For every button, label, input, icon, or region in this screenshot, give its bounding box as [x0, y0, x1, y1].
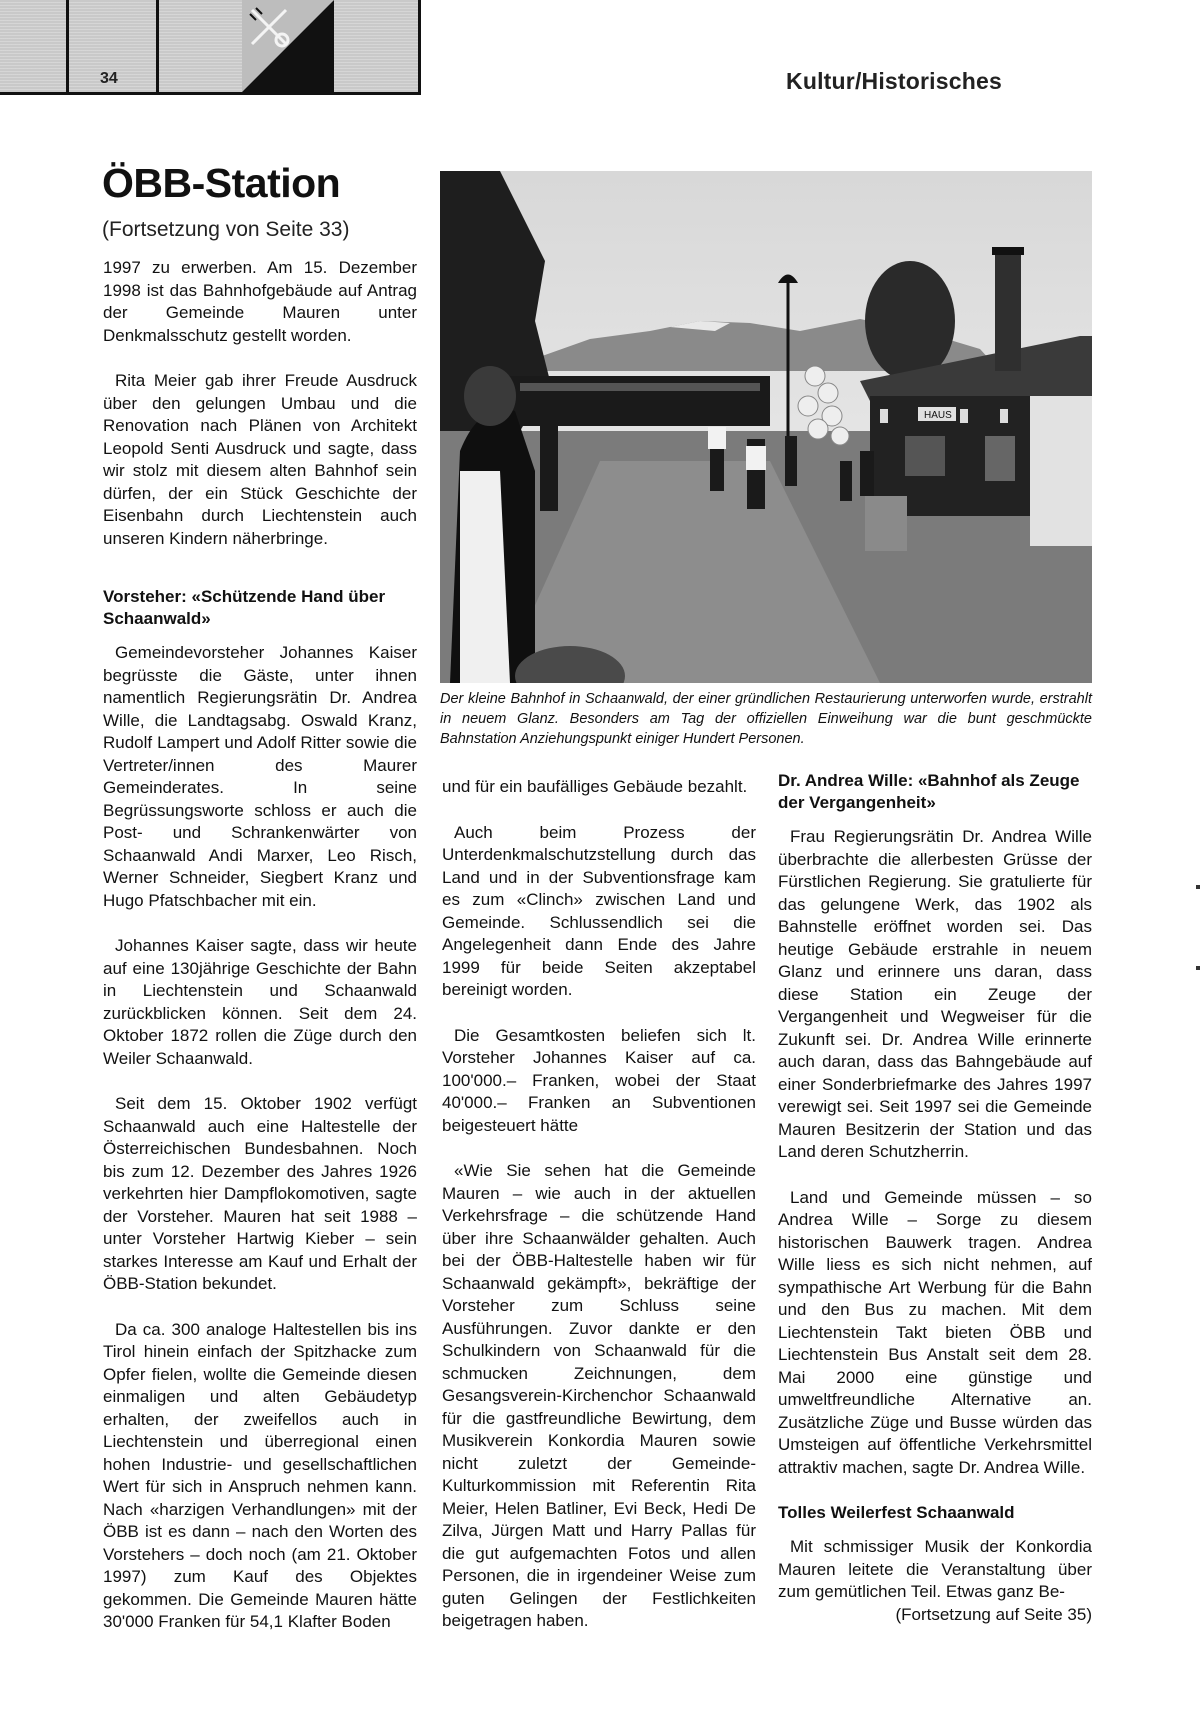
text-column-1 [103, 257, 417, 1657]
section-title: Kultur/Historisches [786, 68, 1002, 94]
paragraph: Frau Regierungsrätin Dr. Andrea Wille überbrachte die allerbesten Grüsse der Fürstlichen Regierung. Sie gratulierte für das gelungene Werk, das 1902 als Bahnstelle eröffnet worden sei. Das heutige Gebäude erstrahle in neuem Glanz und erinnere uns daran, dass diese Station ein Zeuge der Vergangenheit und Wegweiser für die Zukunft sei. Dr. Andrea Wille erinnerte auch daran, dass das Bahngebäude auf einer Sonderbriefmarke des Jahres 1997 verewigt sei. Seit 1997 sei die Gemeinde Mauren Besitzerin der Station und das Land deren Schutzherrin. [778, 827, 1092, 1161]
subheading: Tolles Weilerfest Schaanwald [778, 1503, 1015, 1522]
article-title: ÖBB-Station [102, 160, 341, 206]
page-number: 34 [100, 70, 118, 87]
edge-mark [1196, 885, 1200, 889]
text-column-2 [442, 776, 756, 1656]
text-column-3 [778, 770, 1092, 1626]
edge-mark [1196, 966, 1200, 970]
paragraph: Johannes Kaiser sagte, dass wir heute auf eine 130jährige Geschichte der Bahn in Liechtenstein und Schaanwald zurückblicken können. Seit dem 24. Oktober 1872 rollen die Züge durch den Weiler Schaanwald. [103, 936, 417, 1068]
subheading: Vorsteher: «Schützende Hand über Schaanwald» [103, 587, 386, 628]
paragraph: 1997 zu erwerben. Am 15. Dezember 1998 ist das Bahnhofgebäude auf Antrag der Gemeinde Mauren unter Denkmalsschutz gestellt worden. [103, 258, 417, 345]
header-rule [0, 92, 420, 95]
crossed-tools-icon [242, 0, 334, 92]
paragraph: und für ein baufälliges Gebäude bezahlt. [442, 777, 748, 796]
paragraph: Seit dem 15. Oktober 1902 verfügt Schaanwald auch eine Haltestelle der Österreichischen Bundesbahnen. Noch bis zum 12. Dezember des Jahres 1926 verkehrten hier Dampflokomotiven, sagte der Vorsteher. Mauren hat seit 1988 – unter Vorsteher Hartwig Kieber – sein starkes Interesse am Kauf und Erhalt der ÖBB-Station bekundet. [103, 1094, 417, 1293]
header-divider [66, 0, 69, 95]
station-sign: HAUS [924, 410, 952, 421]
paragraph: Land und Gemeinde müssen – so Andrea Wille – Sorge zu diesem historischen Bauwerk tragen. Andrea Wille liess es sich nicht nehmen, auf sympathische Art Werbung für die Bahn und den Bus zu machen. Mit dem Liechtenstein Takt bieten ÖBB und Liechtenstein Bus Anstalt seit dem 28. Mai 2000 eine günstige und umweltfreundliche Alternative an. Zusätzliche Züge und Busse würden das Umsteigen auf öffentliche Verkehrsmittel attraktiv machen, sagte Dr. Andrea Wille. [778, 1187, 1092, 1477]
paragraph: Rita Meier gab ihrer Freude Ausdruck über den gelungen Umbau und die Renovation nach Plänen von Architekt Leopold Senti Ausdruck und sagte, dass wir stolz mit diesem alten Bahnhof sein dürfen, der ein Stück Geschichte der Eisenbahn durch Liechtenstein auch unseren Kindern näherbringe. [103, 371, 417, 548]
header-block [0, 0, 66, 93]
paragraph: Auch beim Prozess der Unterdenkmalschutzstellung durch das Land und in der Subventionsfrage kam es zum «Clinch» zwischen Land und Gemeinde. Schlussendlich sei die Angelegenheit dann Ende des Jahre 1999 für beide Seiten akzeptabel bereinigt worden. [442, 822, 756, 999]
page-header [0, 0, 1200, 95]
continuation-note: (Fortsetzung auf Seite 35) [895, 1604, 1092, 1624]
header-block [334, 0, 418, 93]
paragraph: Die Gesamtkosten beliefen sich lt. Vorsteher Johannes Kaiser auf ca. 100'000.– Franken, wobei der Staat 40'000.– Franken an Subventionen beigesteuert hätte [442, 1025, 756, 1135]
header-divider [156, 0, 159, 95]
photo-caption: Der kleine Bahnhof in Schaanwald, der einer gründlichen Restaurierung unterworfen wurde, erstrahlt in neuem Glanz. Besonders am Tag der offiziellen Einweihung war die bunt geschmückte Bahnstation Anziehungspunkt einiger Hundert Personen. [440, 691, 1092, 747]
paragraph: «Wie Sie sehen hat die Gemeinde Mauren – wie auch in der aktuellen Verkehrsfrage – die schützende Hand über ihre Schaanwälder gehalten. Auch bei der ÖBB-Haltestelle haben wir für Schaanwald gekämpft», bekräftige der Vorsteher zum Schluss seine Ausführungen. Zuvor dankte er den Schulkindern von Schaanwald für die schmucken Zeichnungen, dem Gesangsverein-Kirchenchor Schaanwald für die gastfreundliche Bewirtung, dem Musikverein Konkordia Mauren sowie nicht zuletzt der Gemeinde-Kulturkommission mit Referentin Rita Meier, Helen Batliner, Evi Beck, Hedi De Zilva, Jürgen Matt und Harry Pallas für die gut aufgemachten Fotos und allen Personen, die in irgendeiner Weise zum guten Gelingen der Festlichkeiten beigetragen haben. [442, 1161, 756, 1630]
paragraph: Gemeindevorsteher Johannes Kaiser begrüsste die Gäste, unter ihnen namentlich Regierungsrätin Dr. Andrea Wille, die Landtagsabg. Oswald Kranz, Rudolf Lampert und Adolf Ritter sowie die Vertreter/innen des Maurer Gemeinderates. In seine Begrüssungsworte schloss er auch die Post- und Schrankenwärter von Schaanwald Andi Marxer, Leo Risch, Werner Schneider, Siegbert Kranz und Hugo Pfatschbacher mit ein. [103, 643, 417, 910]
header-divider [418, 0, 421, 95]
station-photo [440, 171, 1092, 683]
paragraph: Mit schmissiger Musik der Konkordia Mauren leitete die Veranstaltung über zum gemütlichen Teil. Etwas ganz Be- [778, 1537, 1092, 1601]
header-block [159, 0, 242, 93]
photo-illustration [440, 171, 1092, 683]
subheading: Dr. Andrea Wille: «Bahnhof als Zeuge der Vergangenheit» [778, 771, 1080, 812]
paragraph: Da ca. 300 analoge Haltestellen bis ins Tirol hinein einfach der Spitzhacke zum Opfer fielen, wollte die Gemeinde diesen einmaligen und alten Gebäudetyp erhalten, der zweifellos auch in Liechtenstein und überregional einen hohen Industrie- und gesellschaftlichen Wert für sich in Anspruch nehmen kann. Nach «harzigen Verhandlungen» mit der ÖBB ist es dann – nach den Worten des Vorstehers – doch noch (am 21. Oktober 1997) zum Kauf des Objektes gekommen. Die Gemeinde Mauren hätte 30'000 Franken für 54,1 Klafter Boden [103, 1319, 417, 1631]
article-subtitle: (Fortsetzung von Seite 33) [102, 218, 350, 241]
